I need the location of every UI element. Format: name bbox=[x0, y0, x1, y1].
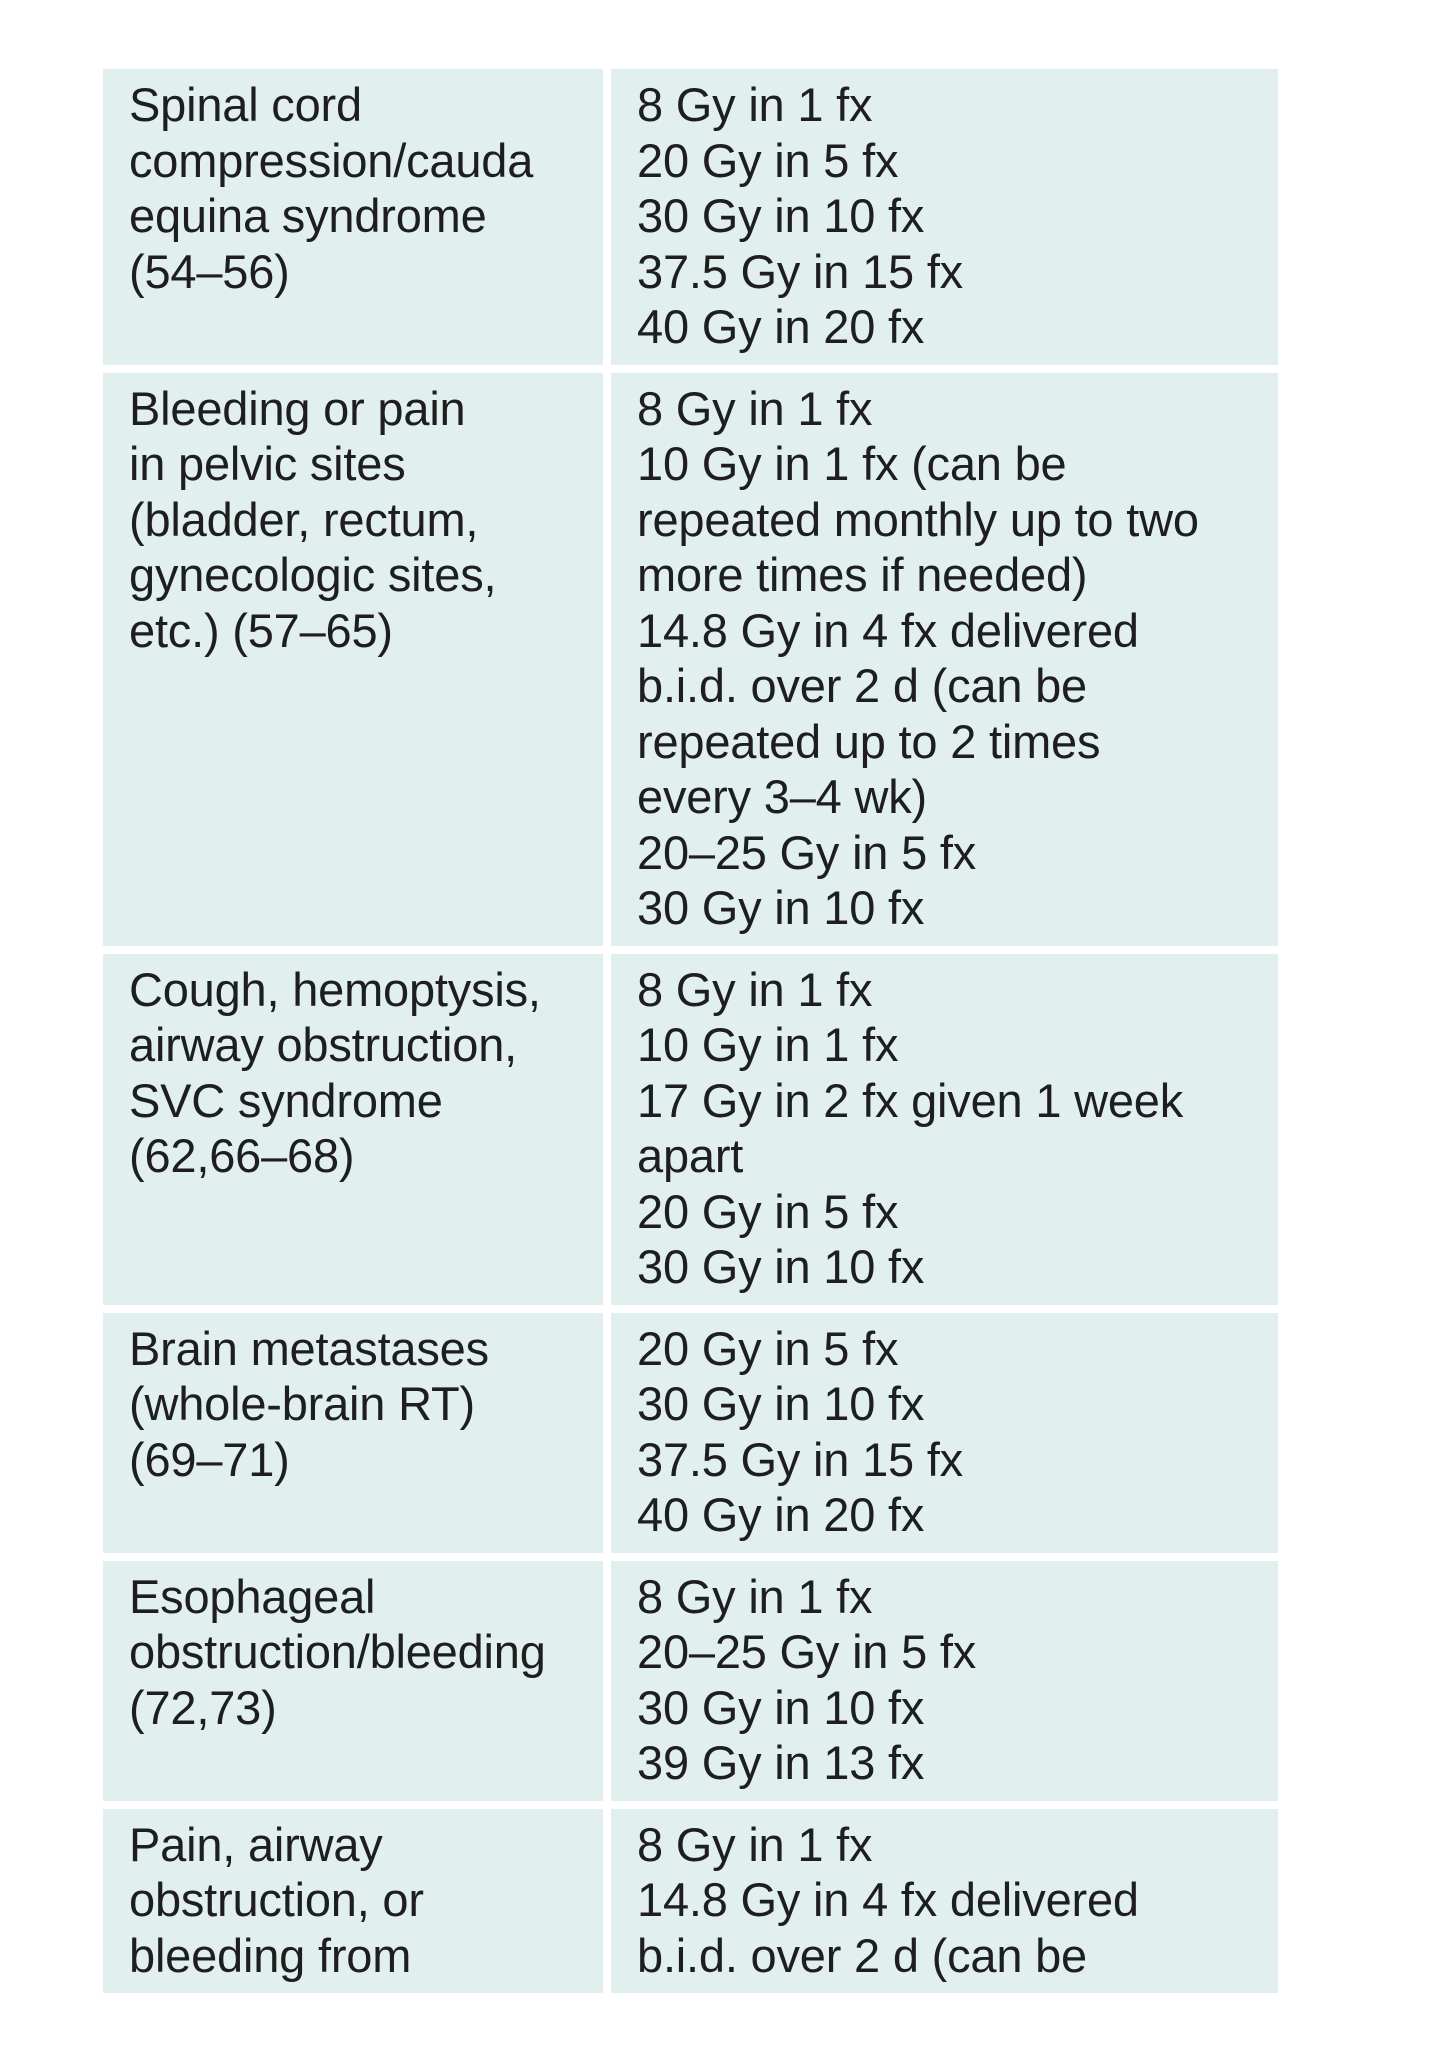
regimen-cell bbox=[611, 1313, 1278, 1553]
regimen-cell bbox=[611, 69, 1278, 365]
indication-text-line: equina syndrome bbox=[129, 189, 487, 242]
regimen-text-line: 14.8 Gy in 4 fx delivered bbox=[637, 1873, 1139, 1926]
indication-text-line: in pelvic sites bbox=[129, 437, 406, 490]
regimen-text-line: 30 Gy in 10 fx bbox=[637, 1680, 925, 1734]
indication-text-line: (bladder, rectum, bbox=[129, 492, 479, 546]
indication-cell bbox=[103, 373, 603, 946]
table-row bbox=[103, 373, 1278, 946]
regimen-text-line: b.i.d. over 2 d (can be bbox=[637, 659, 1088, 712]
regimen-text-line: b.i.d. over 2 d (can be bbox=[637, 1928, 1088, 1982]
indication-text-line: Brain metastases bbox=[129, 1321, 489, 1375]
table-row bbox=[103, 69, 1278, 365]
regimen-text-line: every 3–4 wk) bbox=[637, 770, 927, 823]
regimen-text-line: 40 Gy in 20 fx bbox=[637, 1488, 925, 1541]
regimen-cell bbox=[611, 373, 1278, 946]
regimen-text-line: 30 Gy in 10 fx bbox=[637, 1377, 925, 1430]
indication-cell bbox=[103, 954, 603, 1305]
indication-text-line: obstruction, or bbox=[129, 1873, 424, 1926]
regimen-text-line: 40 Gy in 20 fx bbox=[637, 300, 925, 353]
indication-cell bbox=[103, 1561, 603, 1801]
regimen-text-line: 39 Gy in 13 fx bbox=[637, 1736, 925, 1789]
indication-text-line: Cough, hemoptysis, bbox=[129, 962, 541, 1016]
table-row bbox=[103, 1561, 1278, 1801]
regimen-text-line: 10 Gy in 1 fx (can be bbox=[637, 437, 1067, 490]
regimen-text-line: 8 Gy in 1 fx bbox=[637, 381, 873, 435]
indication-cell bbox=[103, 1809, 603, 1994]
indication-text-line: Esophageal bbox=[129, 1569, 376, 1623]
regimen-text-line: 8 Gy in 1 fx bbox=[637, 962, 873, 1016]
regimen-text-line: 37.5 Gy in 15 fx bbox=[637, 1432, 963, 1486]
indication-text-line: Bleeding or pain bbox=[129, 381, 466, 435]
indication-text-line: etc.) (57–65) bbox=[129, 603, 393, 657]
dose-fractionation-table bbox=[103, 69, 1278, 1993]
table-row bbox=[103, 1809, 1278, 1994]
indication-cell bbox=[103, 69, 603, 365]
regimen-text-line: 30 Gy in 10 fx bbox=[637, 189, 925, 242]
regimen-cell bbox=[611, 1809, 1278, 1994]
table-row bbox=[103, 1313, 1278, 1553]
regimen-text-line: 8 Gy in 1 fx bbox=[637, 1569, 873, 1623]
indication-text-line: airway obstruction, bbox=[129, 1018, 518, 1071]
indication-text-line: SVC syndrome bbox=[129, 1073, 443, 1127]
regimen-text-line: repeated monthly up to two bbox=[637, 492, 1199, 546]
indication-text-line: (62,66–68) bbox=[129, 1129, 355, 1182]
regimen-text-line: 30 Gy in 10 fx bbox=[637, 881, 925, 934]
dose-table-viewport bbox=[103, 69, 1278, 1999]
regimen-text-line: 20 Gy in 5 fx bbox=[637, 133, 899, 187]
table-row bbox=[103, 954, 1278, 1305]
regimen-text-line: 8 Gy in 1 fx bbox=[637, 1817, 873, 1871]
regimen-text-line: 10 Gy in 1 fx bbox=[637, 1018, 899, 1071]
indication-text-line: Pain, airway bbox=[129, 1817, 383, 1871]
regimen-text-line: apart bbox=[637, 1129, 744, 1182]
regimen-text-line: 20 Gy in 5 fx bbox=[637, 1184, 899, 1238]
regimen-text-line: more times if needed) bbox=[637, 548, 1088, 601]
indication-cell bbox=[103, 1313, 603, 1553]
indication-text-line: Spinal cord bbox=[129, 78, 362, 131]
regimen-text-line: 8 Gy in 1 fx bbox=[637, 78, 873, 131]
regimen-text-line: 20 Gy in 5 fx bbox=[637, 1321, 899, 1375]
regimen-text-line: 14.8 Gy in 4 fx delivered bbox=[637, 603, 1139, 657]
indication-text-line: bleeding from bbox=[129, 1928, 412, 1982]
regimen-text-line: 37.5 Gy in 15 fx bbox=[637, 244, 963, 298]
indication-text-line: (54–56) bbox=[129, 244, 290, 298]
indication-text-line: compression/cauda bbox=[129, 133, 534, 187]
regimen-text-line: 20–25 Gy in 5 fx bbox=[637, 825, 977, 879]
regimen-text-line: 30 Gy in 10 fx bbox=[637, 1240, 925, 1293]
regimen-cell bbox=[611, 954, 1278, 1305]
indication-text-line: gynecologic sites, bbox=[129, 548, 497, 601]
regimen-text-line: repeated up to 2 times bbox=[637, 714, 1101, 768]
regimen-cell bbox=[611, 1561, 1278, 1801]
indication-text-line: (69–71) bbox=[129, 1432, 290, 1486]
indication-text-line: (whole-brain RT) bbox=[129, 1377, 475, 1430]
indication-text-line: (72,73) bbox=[129, 1680, 277, 1734]
indication-text-line: obstruction/bleeding bbox=[129, 1625, 546, 1678]
regimen-text-line: 20–25 Gy in 5 fx bbox=[637, 1625, 977, 1678]
regimen-text-line: 17 Gy in 2 fx given 1 week bbox=[637, 1073, 1184, 1127]
